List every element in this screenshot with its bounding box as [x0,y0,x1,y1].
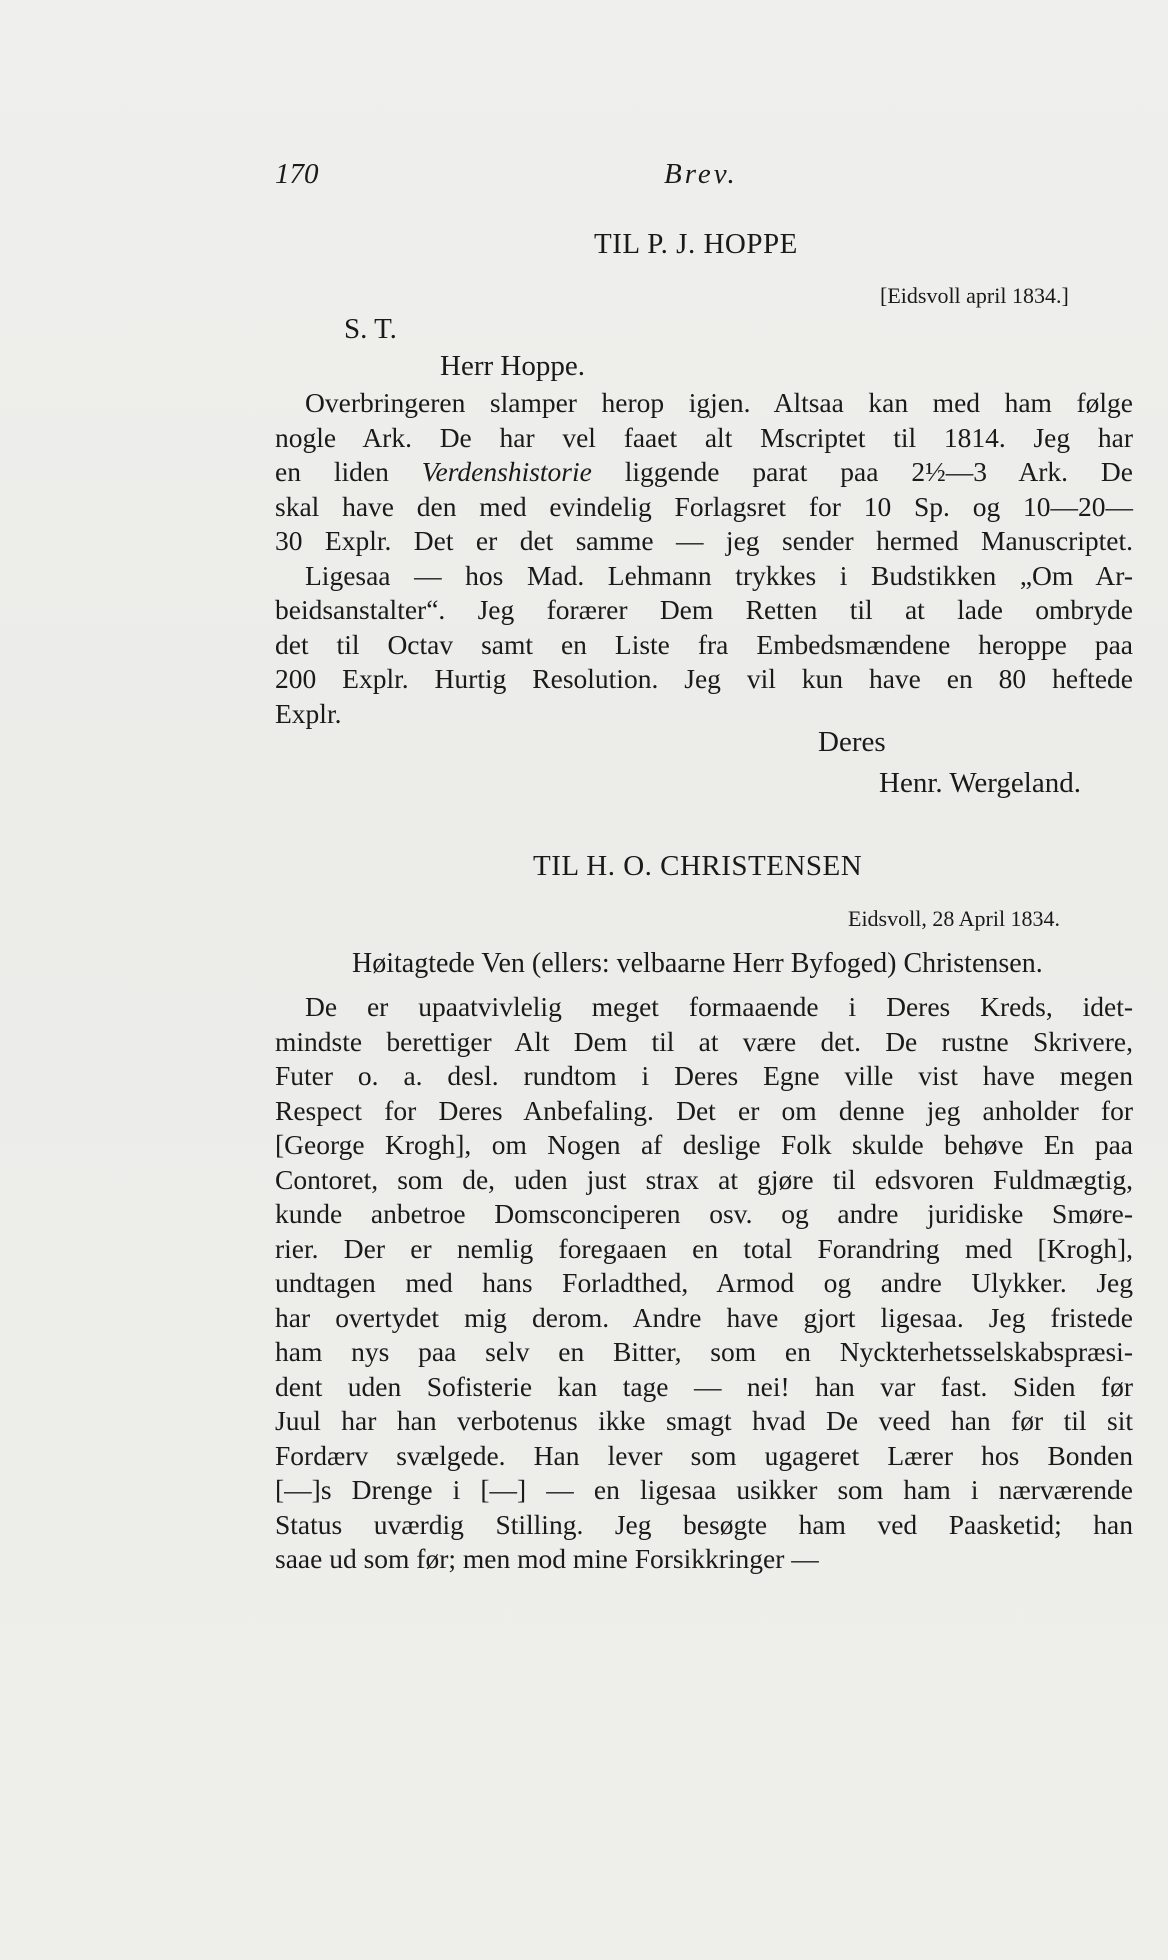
letter2-line: dent uden Sofisterie kan tage — nei! han var fast. Siden før [275,1370,1133,1402]
letter1-salutation: Herr Hoppe. [440,350,585,382]
letter2-line: saae ud som før; men mod mine Forsikkringer — [275,1543,819,1574]
letter2-heading: TIL H. O. CHRISTENSEN [533,850,863,882]
letter1-line: en liden Verdenshistorie liggende parat paa 2½—3 Ark. De [275,456,1133,487]
letter2-salutation: Høitagtede Ven (ellers: velbaarne Herr Byfoged) Christensen. [352,948,1043,979]
letter1-closing: Deres [818,726,886,758]
letter2-line: Fordærv svælgede. Han lever som ugageret Lærer hos Bonden [275,1439,1133,1471]
letter2-line: De er upaatvivlelig meget formaaende i Deres Kreds, idet- [305,991,1133,1022]
letter2-line: har overtydet mig derom. Andre have gjort ligesaa. Jeg fristede [275,1301,1133,1333]
letter2-line: Juul har han verbotenus ikke smagt hvad De veed han før til sit [275,1405,1133,1436]
letter2-line: Futer o. a. desl. rundtom i Deres Egne ville vist have megen [275,1060,1133,1091]
letter1-line: det til Octav samt en Liste fra Embedsmændene heroppe paa [275,628,1133,660]
letter2-line: undtagen med hans Forladthed, Armod og andre Ulykker. Jeg [275,1267,1133,1298]
letter1-line: 30 Explr. Det er det samme — jeg sender hermed Manuscriptet. [275,525,1133,556]
letter2-line: kunde anbetroe Domsconciperen osv. og andre juridiske Smøre- [275,1198,1133,1229]
letter1-heading: TIL P. J. HOPPE [594,228,798,260]
letter1-line: Overbringeren slamper herop igjen. Altsaa kan med ham følge [305,387,1133,418]
letter1-date: [Eidsvoll april 1834.] [880,283,1069,308]
letter1-line: nogle Ark. De har vel faaet alt Mscriptet til 1814. Jeg har [275,421,1133,453]
letter2-line: [George Krogh], om Nogen af deslige Folk skulde behøve En paa [275,1129,1133,1160]
letter1-line: 200 Explr. Hurtig Resolution. Jeg vil kun have en 80 heftede [275,663,1133,694]
letter2-line: Respect for Deres Anbefaling. Det er om denne jeg anholder for [275,1094,1133,1126]
running-title: Brev. [664,158,738,190]
letter2-date: Eidsvoll, 28 April 1834. [848,906,1061,931]
letter1-line: Ligesaa — hos Mad. Lehmann trykkes i Budstikken „Om Ar- [305,559,1133,591]
letter2-line: ham nys paa selv en Bitter, som en Nyckterhetsselskabspræsi- [275,1336,1133,1367]
letter2-body [275,990,1133,1577]
letter1-st: S. T. [344,313,397,345]
letter2-line: Contoret, som de, uden just strax at gjøre til edsvoren Fuldmægtig, [275,1163,1133,1195]
letter2-line: [—]s Drenge i [—] — en ligesaa usikker som ham i nærværende [275,1474,1133,1505]
letter1-line: beidsanstalter“. Jeg forærer Dem Retten til at lade ombryde [275,594,1133,625]
letter1-line: Explr. [275,697,342,729]
letter2-line: mindste berettiger Alt Dem til at være det. De rustne Skrivere, [275,1025,1133,1057]
page-number: 170 [275,158,319,190]
letter1-signature: Henr. Wergeland. [879,767,1081,799]
letter1-line: skal have den med evindelig Forlagsret for 10 Sp. og 10—20— [275,490,1133,522]
letter1-body [275,386,1133,731]
letter2-line: rier. Der er nemlig foregaaen en total Forandring med [Krogh], [275,1232,1133,1264]
letter2-line: Status uværdig Stilling. Jeg besøgte ham ved Paasketid; han [275,1508,1133,1540]
